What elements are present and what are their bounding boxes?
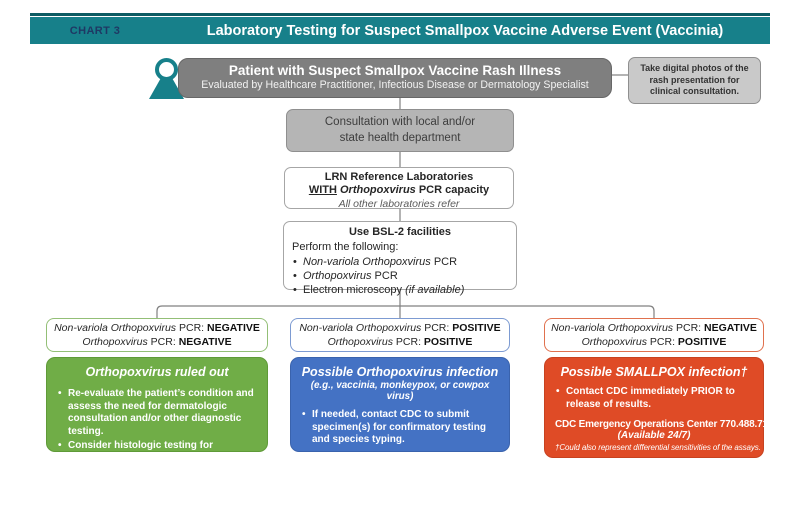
result-line: Orthopoxvirus PCR: POSITIVE [581,336,727,348]
lrn-line-1: LRN Reference Laboratories [324,171,474,183]
header-bar [30,17,770,44]
lrn-line-2-rest: PCR capacity [415,184,490,197]
cdc-contact-line: CDC Emergency Operations Center 770.488.7100 [555,419,779,430]
cdc-contact-line: CDC Emergency Operations Center 770.488.7100 [301,454,525,466]
outcome-bullet: • Re-evaluate the patient’s condition and assess the need for dermatologic consultation and/or other diagnostic testing. [57,388,257,438]
patient-icon-head [155,58,178,81]
bsl2-bullet-2: • Orthopoxvirus PCR [292,269,508,283]
bsl2-box [283,221,517,297]
outcome-orthopox-box [290,357,525,477]
outcome-orthopox-title: Possible Orthopoxvirus infection [301,365,499,379]
outcome-bullet: • If needed, contact CDC to submit specimen(s) for confirmatory testing and species typing. [301,409,499,447]
outcome-smallpox-title: Possible SMALLPOX infection† [560,365,748,379]
outcome-orthopox-subtitle: (e.g., vaccinia, monkeypox, or cowpox virus) [310,380,490,402]
result-line: Non-variola Orthopoxvirus PCR: POSITIVE [299,321,501,334]
lrn-with-word: WITH [308,184,337,197]
consultation-line-2: state health department [339,131,461,144]
chart-number-label: CHART 3 [69,24,121,37]
outcome-ruled-out-bullets [57,388,257,478]
patient-box [178,58,612,98]
result-box-positive-positive [290,318,510,352]
assay-footnote: †Could also represent differential sensitivities of the assays. [555,443,761,452]
consultation-line-1: Consultation with local and/or [324,115,476,128]
bsl2-title: Use BSL-2 facilities [348,226,452,238]
bsl2-intro: Perform the following: [292,241,399,254]
outcome-orthopox-bullets [301,409,499,447]
patient-box-subtitle: Evaluated by Healthcare Practitioner, Infectious Disease or Dermatology Specialist [201,79,589,91]
outcome-bullet: • Contact CDC immediately PRIOR to release of results. [555,386,753,411]
cdc-availability-line: (Available 24/7) [617,430,691,441]
lrn-line-2 [285,184,513,197]
header-accent-bar [30,13,770,16]
photo-note-box [628,57,761,104]
outcome-smallpox-bullets [555,386,753,411]
lrn-box [284,167,514,209]
lrn-refer-note: All other laboratories refer [338,197,460,210]
outcome-ruled-out-title: Orthopoxvirus ruled out [85,365,229,379]
patient-box-title: Patient with Suspect Smallpox Vaccine Rash Illness [228,63,562,78]
photo-note-text: Take digital photos of the rash presentation for clinical consultation. [640,62,749,97]
outcome-bullet: • Consider histologic testing for erythema multiforme, immune or drug reactions. [57,440,257,478]
consultation-box [286,109,514,152]
result-line: Non-variola Orthopoxvirus PCR: NEGATIVE [54,321,260,334]
result-box-negative-negative [46,318,268,352]
cdc-availability-line: (Available 24/7) [363,465,437,477]
lrn-virus-word: Orthopoxvirus [336,184,416,197]
bsl2-bullet-3: • Electron microscopy (if available) [292,283,508,297]
result-box-negative-positive [544,318,764,352]
result-line: Orthopoxvirus PCR: POSITIVE [327,336,473,348]
page-title: Laboratory Testing for Suspect Smallpox Vaccine Adverse Event (Vaccinia) [206,22,724,39]
connector-branch-bar [157,306,654,318]
outcome-ruled-out-box [46,357,268,476]
outcome-smallpox-box [544,357,779,458]
result-line: Non-variola Orthopoxvirus PCR: NEGATIVE [551,321,757,334]
result-line: Orthopoxvirus PCR: NEGATIVE [82,336,232,348]
bsl2-bullet-1: • Non-variola Orthopoxvirus PCR [292,255,508,269]
